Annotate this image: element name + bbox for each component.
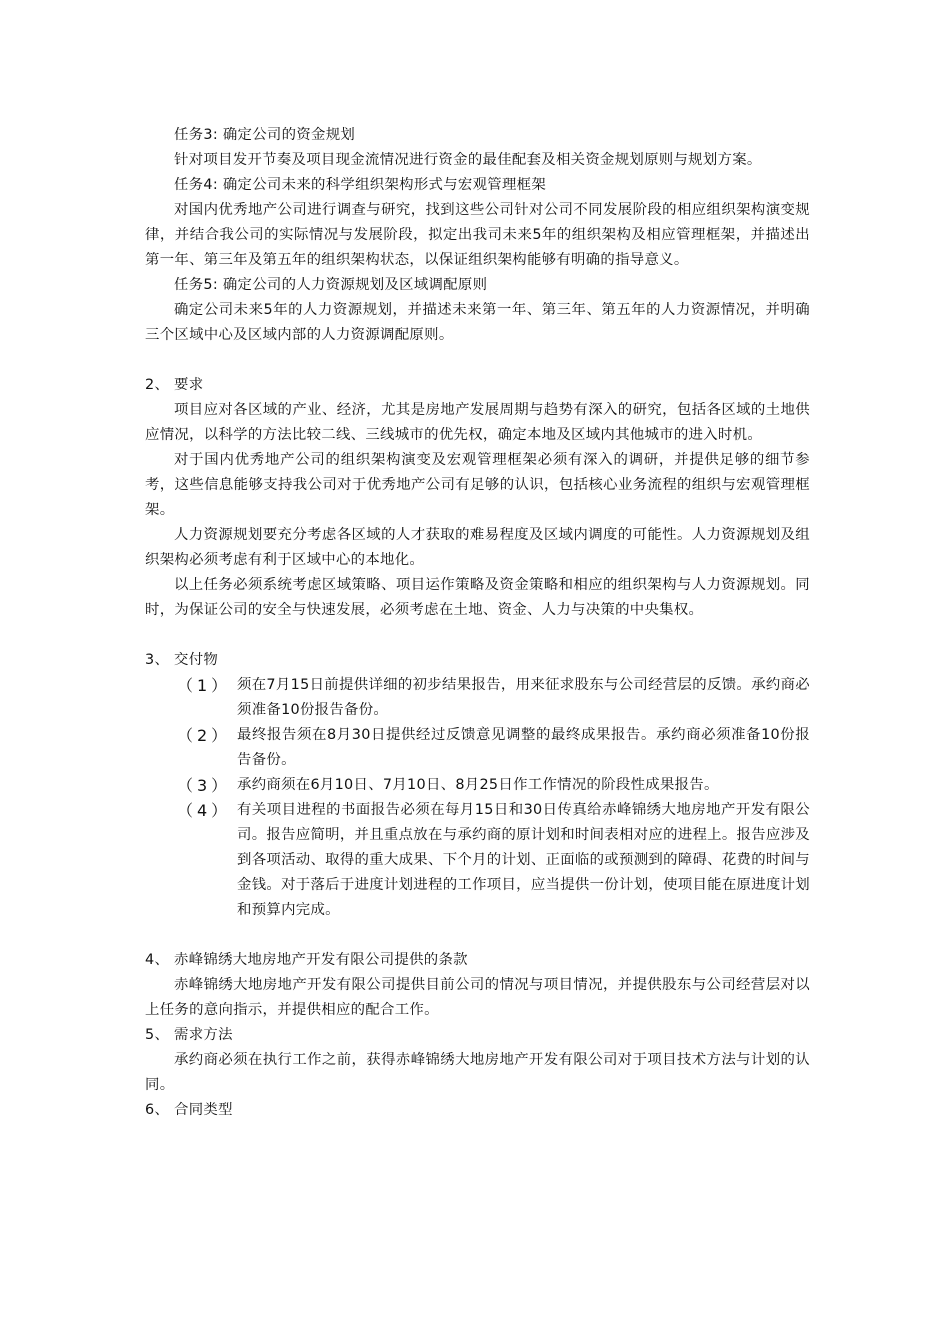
deliverable-text: 须在7月15日前提供详细的初步结果报告，用来征求股东与公司经营层的反馈。承约商必须准备10份报告备份。: [237, 677, 810, 718]
deliverable-number: （4）: [177, 801, 232, 820]
deliverable-number: （1）: [177, 676, 232, 695]
deliverable-item: [145, 723, 810, 773]
section5-heading: 5、 需求方法: [145, 1027, 233, 1043]
section2-paragraph: 人力资源规划要充分考虑各区域的人才获取的难易程度及区域内调度的可能性。人力资源规划及组织架构必须考虑有利于区域中心的本地化。: [145, 527, 810, 568]
deliverable-text: 有关项目进程的书面报告必须在每月15日和30日传真给赤峰锦绣大地房地产开发有限公司。报告应简明，并且重点放在与承约商的原计划和时间表相对应的进程上。报告应涉及到各项活动、取得的重大成果、下个月的计划、正面临的或预测到的障碍、花费的时间与金钱。对于落后于进度计划进程的工作项目，应当提供一份计划，使项目能在原进度计划和预算内完成。: [237, 802, 810, 918]
deliverable-number: （3）: [177, 776, 232, 795]
deliverable-item: [145, 773, 810, 798]
section3-heading: 3、 交付物: [145, 652, 219, 668]
section2-paragraph: 以上任务必须系统考虑区域策略、项目运作策略及资金策略和相应的组织架构与人力资源规划。同时，为保证公司的安全与快速发展，必须考虑在土地、资金、人力与决策的中央集权。: [145, 577, 810, 618]
document-page: [145, 123, 810, 1123]
section2-paragraph: 对于国内优秀地产公司的组织架构演变及宏观管理框架必须有深入的调研，并提供足够的细节参考，这些信息能够支持我公司对于优秀地产公司有足够的认识，包括核心业务流程的组织与宏观管理框架。: [145, 452, 810, 518]
section2-paragraph: 项目应对各区域的产业、经济，尤其是房地产发展周期与趋势有深入的研究，包括各区域的土地供应情况，以科学的方法比较二线、三线城市的优先权，确定本地及区域内其他城市的进入时机。: [145, 402, 810, 443]
task3-title: 任务3: 确定公司的资金规划: [174, 127, 356, 143]
section2-heading: 2、 要求: [145, 377, 204, 393]
task3-body: 针对项目发开节奏及项目现金流情况进行资金的最佳配套及相关资金规划原则与规划方案。: [174, 152, 762, 168]
task5-title: 任务5: 确定公司的人力资源规划及区域调配原则: [174, 277, 488, 293]
deliverable-text: 承约商须在6月10日、7月10日、8月25日作工作情况的阶段性成果报告。: [237, 777, 719, 793]
section4-heading: 4、 赤峰锦绣大地房地产开发有限公司提供的条款: [145, 952, 468, 968]
task5-body: 确定公司未来5年的人力资源规划，并描述未来第一年、第三年、第五年的人力资源情况，并明确三个区域中心及区域内部的人力资源调配原则。: [145, 302, 810, 343]
section5-body: 承约商必须在执行工作之前，获得赤峰锦绣大地房地产开发有限公司对于项目技术方法与计划的认同。: [145, 1052, 810, 1093]
deliverable-item: [145, 673, 810, 723]
deliverable-text: 最终报告须在8月30日提供经过反馈意见调整的最终成果报告。承约商必须准备10份报告备份。: [237, 727, 810, 768]
deliverable-number: （2）: [177, 726, 232, 745]
task4-title: 任务4: 确定公司未来的科学组织架构形式与宏观管理框架: [174, 177, 547, 193]
section4-body: 赤峰锦绣大地房地产开发有限公司提供目前公司的情况与项目情况，并提供股东与公司经营层对以上任务的意向指示，并提供相应的配合工作。: [145, 977, 810, 1018]
task4-body: 对国内优秀地产公司进行调查与研究，找到这些公司针对公司不同发展阶段的相应组织架构演变规律，并结合我公司的实际情况与发展阶段，拟定出我司未来5年的组织架构及相应管理框架，并描述出第一年、第三年及第五年的组织架构状态，以保证组织架构能够有明确的指导意义。: [145, 202, 810, 268]
section6-heading: 6、 合同类型: [145, 1102, 233, 1118]
deliverable-item: [145, 798, 810, 923]
